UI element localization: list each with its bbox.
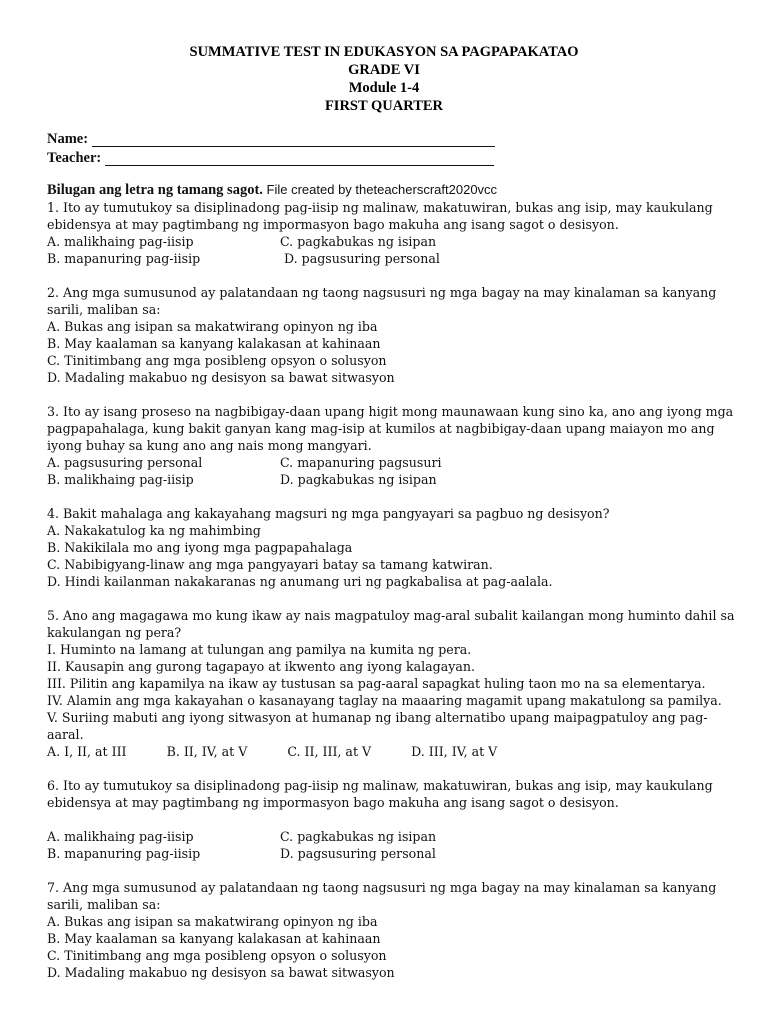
option-c[interactable]: C. Tinitimbang ang mga posibleng opsyon o solusyon <box>47 948 387 963</box>
question-5 <box>47 607 737 760</box>
option-row <box>47 845 737 862</box>
option-row <box>47 454 737 471</box>
option-d[interactable]: D. pagkabukas ng isipan <box>280 472 437 487</box>
grade-level: GRADE VI <box>348 62 420 78</box>
module-label: Module 1-4 <box>348 80 420 96</box>
option-row <box>47 471 737 488</box>
option-b[interactable]: B. mapanuring pag-iisip <box>47 846 201 861</box>
question-stem: 5. Ano ang magagawa mo kung ikaw ay nais magpatuloy mag-aral subalit kailangan mong huminto dahil sa kakulangan ng pera? <box>47 608 735 640</box>
option-b[interactable]: B. May kaalaman sa kanyang kalakasan at kahinaan <box>47 336 381 351</box>
statement-v: V. Suriing mabuti ang iyong sitwasyon at humanap ng ibang alternatibo upang maipagpatuloy ang pag-aaral. <box>47 710 708 742</box>
option-c[interactable]: C. Tinitimbang ang mga posibleng opsyon o solusyon <box>47 353 387 368</box>
quarter-label: FIRST QUARTER <box>324 98 444 114</box>
question-stem: 6. Ito ay tumutukoy sa disiplinadong pag-iisip ng malinaw, makatuwiran, bukas ang isip, may kaukulang ebidensya at may pagtimbang ng impormasyon bago makuha ang isang sagot o desisyon. <box>47 778 713 810</box>
question-2 <box>47 284 737 386</box>
teacher-label: Teacher: <box>47 150 102 166</box>
option-d[interactable]: D. Madaling makabuo ng desisyon sa bawat sitwasyon <box>47 370 395 385</box>
option-row <box>47 250 737 267</box>
question-stem: 4. Bakit mahalaga ang kakayahang magsuri ng mga pangyayari sa pagbuo ng desisyon? <box>47 506 610 521</box>
question-4 <box>47 505 737 590</box>
statement-i: I. Huminto na lamang at tulungan ang pamilya na kumita ng pera. <box>47 642 472 657</box>
teacher-row <box>47 148 495 166</box>
option-c[interactable]: C. mapanuring pagsusuri <box>280 455 442 470</box>
option-c[interactable]: C. pagkabukas ng isipan <box>280 829 437 844</box>
statement-iii: III. Pilitin ang kapamilya na ikaw ay tustusan sa pag-aaral sapagkat huling taon mo na sa elementarya. <box>47 676 706 691</box>
option-d[interactable]: D. pagsusuring personal <box>284 251 440 266</box>
statement-iv: IV. Alamin ang mga kakayahan o kasanayang taglay na maaaring magamit upang makatulong sa pamilya. <box>47 693 722 708</box>
student-info <box>47 129 495 167</box>
question-stem: 3. Ito ay isang proseso na nagbibigay-daan upang higit mong maunawaan kung sino ka, ano ang iyong mga pagpapahalaga, kung bakit ganyan kang mag-isip at kumilos at nagbibigay-daan upang maiayon mo ang iyong buhay sa kung ano ang nais mong mangyari. <box>47 404 734 453</box>
question-stem: 7. Ang mga sumusunod ay palatandaan ng taong nagsusuri ng mga bagay na may kinalaman sa kanyang sarili, maliban sa: <box>47 880 717 912</box>
option-a[interactable]: A. malikhaing pag-iisip <box>47 234 194 249</box>
answer-choices[interactable]: A. I, II, at III B. II, IV, at V C. II, III, at V D. III, IV, at V <box>47 744 498 759</box>
test-title: SUMMATIVE TEST IN EDUKASYON SA PAGPAPAKATAO <box>189 44 579 60</box>
option-a[interactable]: A. Bukas ang isipan sa makatwirang opinyon ng iba <box>47 319 378 334</box>
option-c[interactable]: C. Nabibigyang-linaw ang mga pangyayari batay sa tamang katwiran. <box>47 557 493 572</box>
option-b[interactable]: B. Nakikilala mo ang iyong mga pagpapahalaga <box>47 540 353 555</box>
option-b[interactable]: B. mapanuring pag-iisip <box>47 251 201 266</box>
option-a[interactable]: A. Nakakatulog ka ng mahimbing <box>47 523 261 538</box>
document-header <box>0 43 768 115</box>
name-blank[interactable] <box>92 132 495 147</box>
option-a[interactable]: A. Bukas ang isipan sa makatwirang opinyon ng iba <box>47 914 378 929</box>
option-b[interactable]: B. May kaalaman sa kanyang kalakasan at kahinaan <box>47 931 381 946</box>
instructions <box>47 181 737 199</box>
question-1 <box>47 199 737 267</box>
question-7 <box>47 879 737 981</box>
option-a[interactable]: A. malikhaing pag-iisip <box>47 829 194 844</box>
instructions-bold: Bilugan ang letra ng tamang sagot. <box>47 182 263 198</box>
question-stem: 1. Ito ay tumutukoy sa disiplinadong pag-iisip ng malinaw, makatuwiran, bukas ang isip, may kaukulang ebidensya at may pagtimbang ng impormasyon bago makuha ang isang sagot o desisyon. <box>47 200 713 232</box>
option-d[interactable]: D. Madaling makabuo ng desisyon sa bawat sitwasyon <box>47 965 395 980</box>
option-c[interactable]: C. pagkabukas ng isipan <box>280 234 437 249</box>
instructions-credit: File created by theteacherscraft2020vcc <box>262 182 498 197</box>
option-a[interactable]: A. pagsusuring personal <box>47 455 203 470</box>
question-3 <box>47 403 737 488</box>
name-row <box>47 129 495 147</box>
teacher-blank[interactable] <box>105 151 494 166</box>
question-stem: 2. Ang mga sumusunod ay palatandaan ng taong nagsusuri ng mga bagay na may kinalaman sa kanyang sarili, maliban sa: <box>47 285 717 317</box>
blank-line <box>47 811 737 828</box>
option-d[interactable]: D. Hindi kailanman nakakaranas ng anumang uri ng pagkabalisa at pag-aalala. <box>47 574 553 589</box>
name-label: Name: <box>47 131 89 147</box>
option-b[interactable]: B. malikhaing pag-iisip <box>47 472 194 487</box>
option-row <box>47 828 737 845</box>
statement-ii: II. Kausapin ang gurong tagapayo at ikwento ang iyong kalagayan. <box>47 659 475 674</box>
question-6 <box>47 777 737 862</box>
option-d[interactable]: D. pagsusuring personal <box>280 846 436 861</box>
option-row <box>47 233 737 250</box>
questions-section <box>47 181 737 998</box>
